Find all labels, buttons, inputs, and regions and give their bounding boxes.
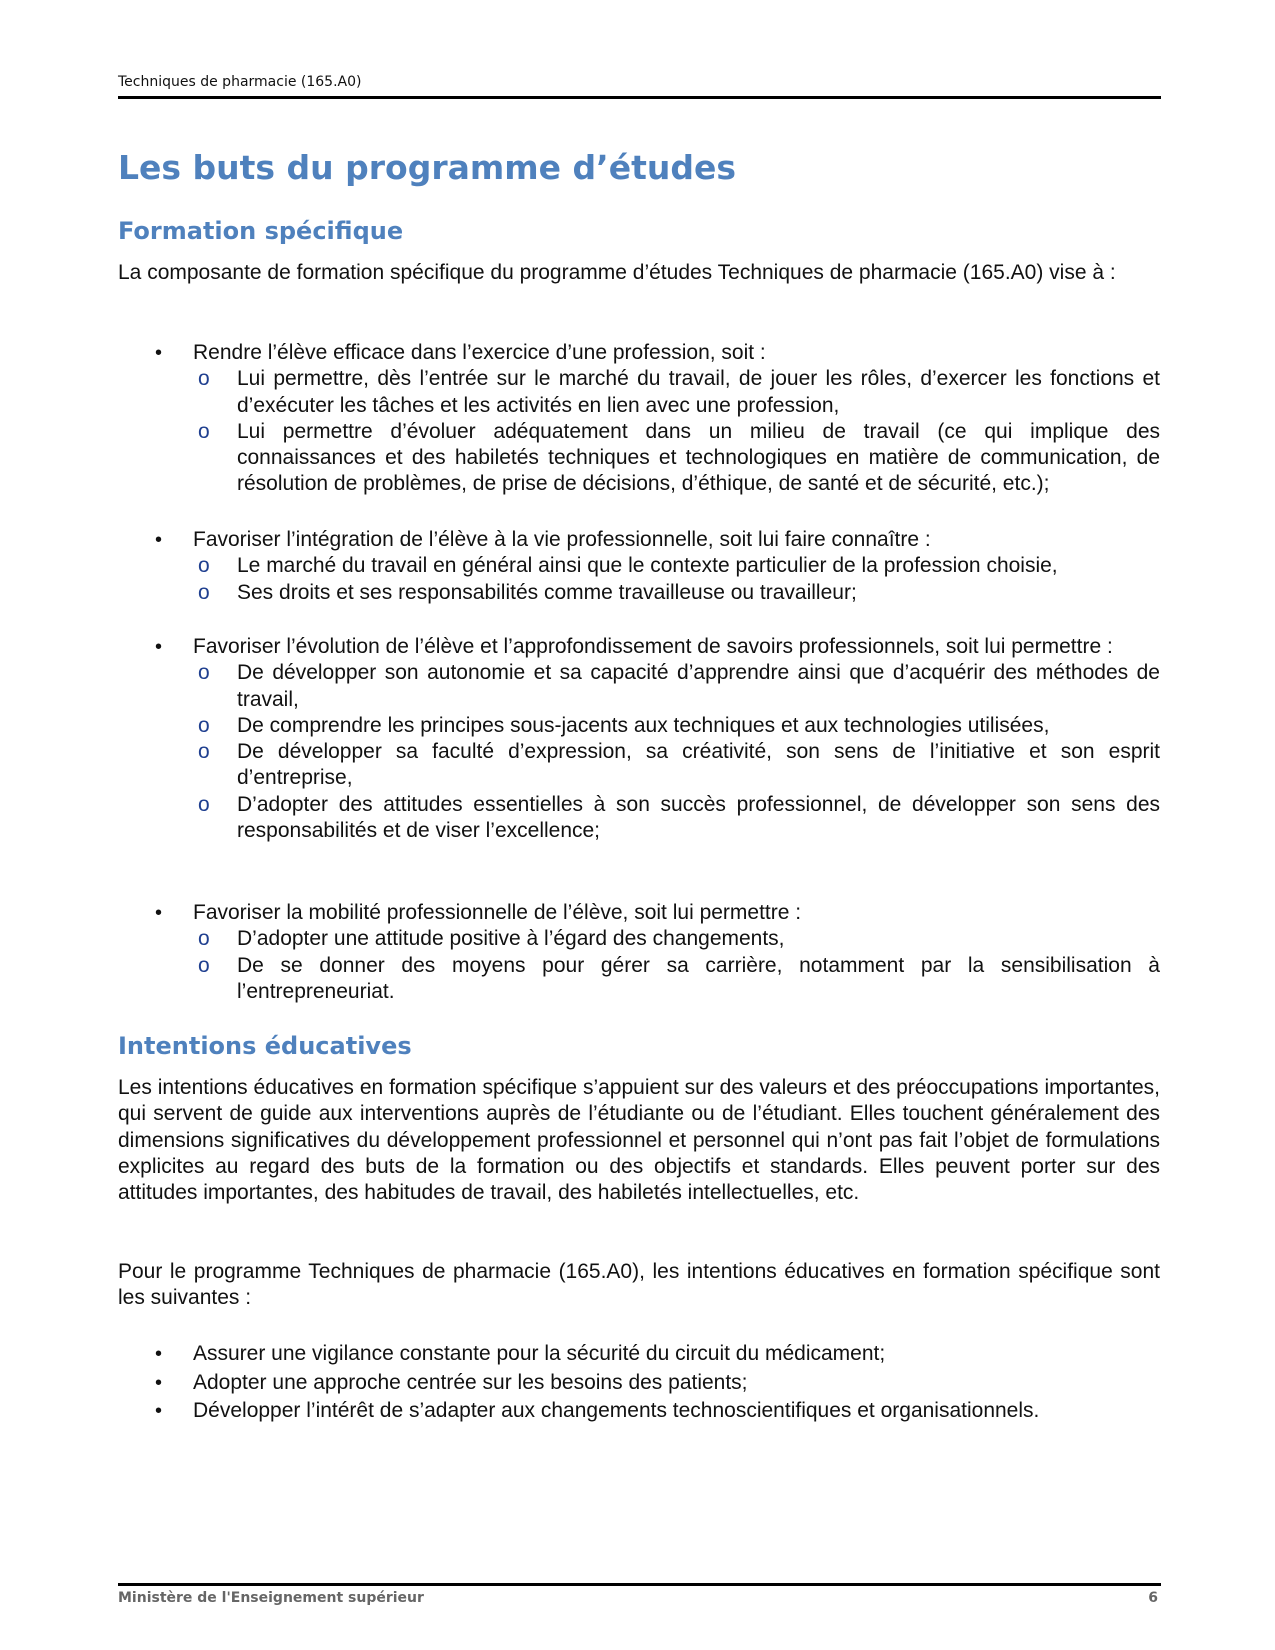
sub-bullet: o De développer sa faculté d’expression, sa créativité, son sens de l’initiative et son esprit d’entreprise, bbox=[118, 739, 1160, 792]
goal-item-1 bbox=[118, 340, 1160, 498]
intention-item: • Développer l’intérêt de s’adapter aux changements technoscientifiques et organisationnels. bbox=[118, 1397, 1160, 1426]
footer-rule bbox=[118, 1583, 1161, 1586]
intentions-intro-text: Pour le programme Techniques de pharmacie (165.A0), les intentions éducatives en formation spécifique sont les suivantes : bbox=[118, 1260, 1160, 1310]
sub-bullet: o D’adopter une attitude positive à l’égard des changements, bbox=[118, 926, 1160, 952]
intro-paragraph bbox=[118, 260, 1160, 286]
sub-bullet: o Le marché du travail en général ainsi que le contexte particulier de la profession choisie, bbox=[118, 553, 1160, 579]
sub-bullet: o Lui permettre, dès l’entrée sur le marché du travail, de jouer les rôles, d’exercer les fonctions et d’exécuter les tâches et les activités en lien avec une profession, bbox=[118, 366, 1160, 419]
goal-item-4 bbox=[118, 900, 1160, 1005]
page-number: 6 bbox=[1148, 1590, 1158, 1606]
goal-item-3 bbox=[118, 634, 1160, 844]
sub-bullet: o De développer son autonomie et sa capacité d’apprendre ainsi que d’acquérir des méthodes de travail, bbox=[118, 660, 1160, 713]
bullet-text: • Favoriser l’intégration de l’élève à la vie professionnelle, soit lui faire connaître : bbox=[118, 527, 1160, 553]
section-heading-intentions: Intentions éducatives bbox=[118, 1032, 412, 1060]
sub-bullet: o D’adopter des attitudes essentielles à son succès professionnel, de développer son sens des responsabilités et de viser l’excellence; bbox=[118, 792, 1160, 845]
intentions-intro-paragraph bbox=[118, 1259, 1160, 1312]
intentions-text: Les intentions éducatives en formation spécifique s’appuient sur des valeurs et des préoccupations importantes, qui servent de guide aux interventions auprès de l’étudiante ou de l’étudiant. Elles touchent généralement des dimensions significatives du développement professionnel et personnel qui n’ont pas fait l’objet de formulations explicites au regard des buts de la formation ou des objectifs et standards. Elles peuvent porter sur des attitudes importantes, des habitudes de travail, des habiletés intellectuelles, etc. bbox=[118, 1076, 1160, 1205]
goal-item-2 bbox=[118, 527, 1160, 606]
running-header: Techniques de pharmacie (165.A0) bbox=[118, 74, 362, 90]
intentions-list bbox=[118, 1340, 1160, 1426]
sub-bullet: o Ses droits et ses responsabilités comme travailleuse ou travailleur; bbox=[118, 580, 1160, 606]
sub-bullet: o De se donner des moyens pour gérer sa carrière, notamment par la sensibilisation à l’entrepreneuriat. bbox=[118, 953, 1160, 1006]
bullet-text: • Favoriser la mobilité professionnelle de l’élève, soit lui permettre : bbox=[118, 900, 1160, 926]
intention-item: • Assurer une vigilance constante pour la sécurité du circuit du médicament; bbox=[118, 1340, 1160, 1369]
section-heading-formation: Formation spécifique bbox=[118, 217, 404, 245]
intentions-paragraph bbox=[118, 1075, 1160, 1206]
intention-item: • Adopter une approche centrée sur les besoins des patients; bbox=[118, 1369, 1160, 1398]
bullet-text: • Favoriser l’évolution de l’élève et l’approfondissement de savoirs professionnels, soit lui permettre : bbox=[118, 634, 1160, 660]
footer-publisher: Ministère de l'Enseignement supérieur bbox=[118, 1590, 424, 1606]
bullet-text: • Rendre l’élève efficace dans l’exercice d’une profession, soit : bbox=[118, 340, 1160, 366]
intro-text: La composante de formation spécifique du programme d’études Techniques de pharmacie (165.A0) vise à : bbox=[118, 261, 1116, 284]
sub-bullet: o Lui permettre d’évoluer adéquatement dans un milieu de travail (ce qui implique des connaissances et des habiletés techniques et technologiques en matière de communication, de résolution de problèmes, de prise de décisions, d’éthique, de santé et de sécurité, etc.); bbox=[118, 419, 1160, 498]
page-title: Les buts du programme d’études bbox=[118, 148, 736, 187]
header-rule bbox=[118, 96, 1161, 99]
sub-bullet: o De comprendre les principes sous-jacents aux techniques et aux technologies utilisées, bbox=[118, 713, 1160, 739]
